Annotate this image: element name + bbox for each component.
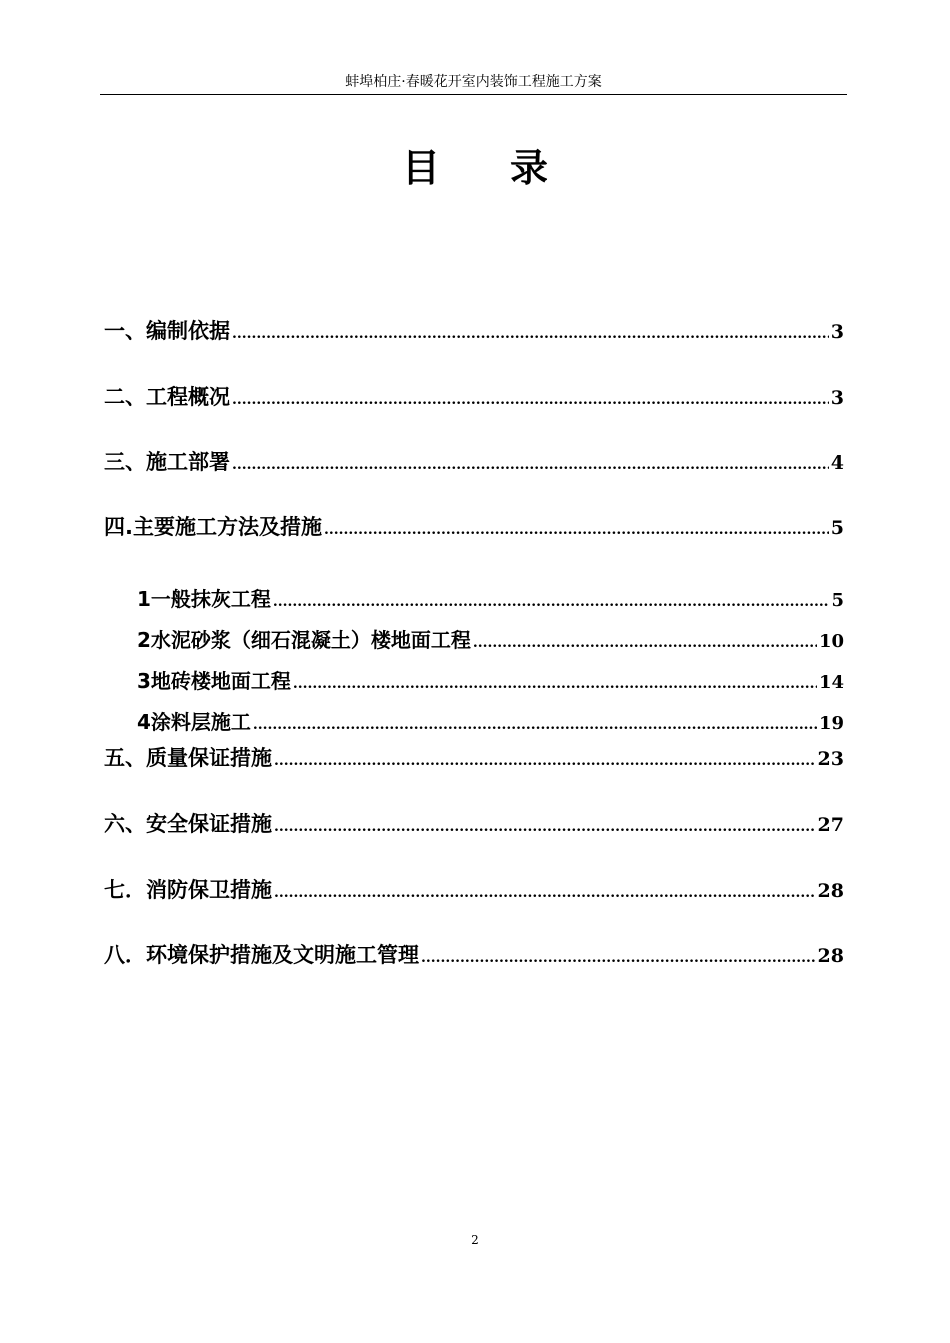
toc-entry-page: 14 — [818, 672, 844, 693]
toc-entry-page: 27 — [817, 814, 844, 836]
toc-leader-dots — [274, 753, 816, 769]
toc-entry-page: 28 — [817, 945, 844, 967]
toc-entry-7[interactable] — [104, 874, 844, 904]
toc-entry-8[interactable] — [104, 939, 844, 969]
toc-entry-page: 4 — [830, 452, 844, 474]
toc-leader-dots — [232, 392, 829, 408]
toc-leader-dots — [273, 594, 830, 610]
toc-entry-label: 六、安全保证措施 — [104, 812, 272, 836]
toc-subentry-3[interactable] — [137, 665, 844, 694]
toc-subentry-1[interactable] — [137, 583, 844, 612]
toc-leader-dots — [293, 676, 817, 692]
page-header: 蚌埠柏庄·春暖花开室内装饰工程施工方案 — [100, 72, 847, 95]
toc-entry-page: 3 — [830, 321, 844, 343]
toc-entry-6[interactable] — [104, 808, 844, 838]
toc-title: 目录 — [401, 146, 618, 190]
toc-entry-3[interactable] — [104, 446, 844, 476]
toc-leader-dots — [253, 717, 817, 733]
toc-entry-page: 10 — [818, 631, 844, 652]
toc-entry-page: 3 — [830, 387, 844, 409]
toc-entry-5[interactable] — [104, 742, 844, 772]
toc-entry-label: 4涂料层施工 — [137, 710, 251, 734]
toc-leader-dots — [274, 885, 816, 901]
toc-entry-label: 2水泥砂浆（细石混凝土）楼地面工程 — [137, 628, 471, 652]
toc-leader-dots — [274, 819, 816, 835]
toc-entry-label: 三、施工部署 — [104, 450, 230, 474]
toc-entry-page: 19 — [818, 713, 844, 734]
toc-leader-dots — [324, 522, 829, 538]
toc-entry-page: 5 — [830, 517, 844, 539]
toc-entry-page: 23 — [817, 748, 844, 770]
toc-entry-label: 七．消防保卫措施 — [104, 878, 272, 902]
toc-entry-page: 28 — [817, 880, 844, 902]
toc-entry-1[interactable] — [104, 315, 844, 345]
toc-leader-dots — [473, 635, 817, 651]
toc-entry-label: 五、质量保证措施 — [104, 746, 272, 770]
toc-leader-dots — [421, 950, 816, 966]
toc-entry-2[interactable] — [104, 381, 844, 411]
toc-entry-label: 四.主要施工方法及措施 — [104, 515, 322, 539]
toc-entry-4[interactable] — [104, 511, 844, 541]
toc-entry-label: 二、工程概况 — [104, 385, 230, 409]
toc-entry-label: 1一般抹灰工程 — [137, 587, 271, 611]
toc-subentry-4[interactable] — [137, 706, 844, 735]
toc-leader-dots — [232, 457, 829, 473]
toc-leader-dots — [232, 326, 829, 342]
toc-entry-label: 3地砖楼地面工程 — [137, 669, 291, 693]
toc-entry-label: 一、编制依据 — [104, 319, 230, 343]
toc-entry-label: 八．环境保护措施及文明施工管理 — [104, 943, 419, 967]
toc-entry-page: 5 — [831, 590, 844, 611]
page-number: 2 — [471, 1233, 479, 1247]
toc-subentry-2[interactable] — [137, 624, 844, 653]
